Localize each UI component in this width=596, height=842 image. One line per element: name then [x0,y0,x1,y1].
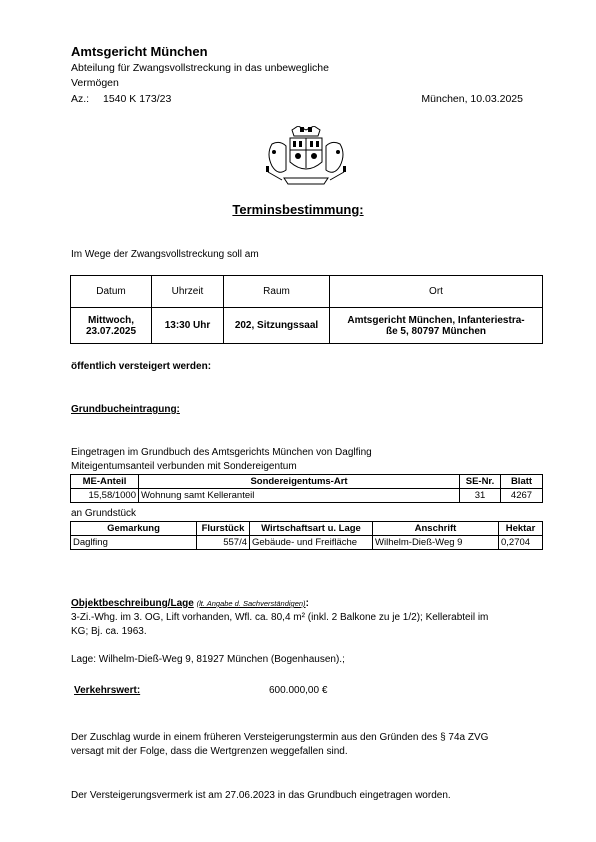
col-header-wirtschaftsart: Wirtschaftsart u. Lage [250,522,373,536]
objekt-note: (lt. Angabe d. Sachverständigen) [196,599,306,608]
col-header-se-art: Sondereigentums-Art [139,475,460,489]
cell-wirtschaftsart: Gebäude- und Freifläche [250,536,373,550]
col-header-gemarkung: Gemarkung [71,522,197,536]
grundbuch-line-2: Miteigentumsanteil verbunden mit Sondereigentum [71,461,297,472]
ort-line-1: Amtsgericht München, Infanteriestra- [347,314,525,326]
cell-flurstueck: 557/4 [197,536,250,550]
cell-me-anteil: 15,58/1000 [71,489,139,503]
vermerk-text: Der Versteigerungsvermerk ist am 27.06.2023 in das Grundbuch eingetragen worden. [71,790,451,801]
cell-uhrzeit: 13:30 Uhr [152,308,224,344]
grundbuch-heading: Grundbucheintragung: [71,404,180,415]
col-header-uhrzeit: Uhrzeit [152,276,224,308]
cell-se-nr: 31 [460,489,501,503]
col-header-anschrift: Anschrift [373,522,499,536]
versteigert-text: öffentlich versteigert werden: [71,361,212,372]
col-header-blatt: Blatt [501,475,543,489]
grundstueck-table [70,521,543,550]
termin-table [70,275,543,344]
intro-text: Im Wege der Zwangsvollstreckung soll am [71,249,259,260]
col-header-se-nr: SE-Nr. [460,475,501,489]
cell-gemarkung: Daglfing [71,536,197,550]
grundbuch-line-1: Eingetragen im Grundbuch des Amtsgerichts München von Daglfing [71,447,372,458]
cell-blatt: 4267 [501,489,543,503]
zuschlag-line-1: Der Zuschlag wurde in einem früheren Versteigerungstermin aus den Gründen des § 74a ZVG [71,732,489,743]
objekt-line-2: KG; Bj. ca. 1963. [71,626,147,637]
datum-weekday: Mittwoch, [87,314,135,326]
az-label: Az.: [71,93,90,105]
col-header-hektar: Hektar [499,522,543,536]
objekt-heading: Objektbeschreibung/Lage [71,598,194,609]
verkehrswert-value: 600.000,00 € [269,685,328,696]
place-date: München, 10.03.2025 [421,93,523,105]
zuschlag-line-2: versagt mit der Folge, dass die Wertgrenzen weggefallen sind. [71,746,348,757]
col-header-me-anteil: ME-Anteil [71,475,139,489]
objekt-lage: Lage: Wilhelm-Dieß-Weg 9, 81927 München (Bogenhausen).; [71,654,345,665]
objekt-heading-row [71,598,309,609]
coat-of-arms-icon [262,126,350,186]
col-header-flurstueck: Flurstück [197,522,250,536]
ort-line-2: ße 5, 80797 München [385,325,487,337]
me-table [70,474,543,503]
datum-date: 23.07.2025 [85,325,137,337]
cell-se-art: Wohnung samt Kelleranteil [139,489,460,503]
objekt-line-1: 3-Zi.-Whg. im 3. OG, Lift vorhanden, Wfl. ca. 80,4 m² (inkl. 2 Balkone zu je 1/2); Kellerabteil im [71,612,489,623]
objekt-colon: : [305,598,309,609]
az-value: 1540 K 173/23 [103,93,172,105]
department-line-1: Abteilung für Zwangsvollstreckung in das unbewegliche [71,62,329,74]
court-name: Amtsgericht München [71,44,208,59]
col-header-datum: Datum [71,276,152,308]
cell-anschrift: Wilhelm-Dieß-Weg 9 [373,536,499,550]
verkehrswert-label: Verkehrswert: [74,685,141,696]
document-title: Terminsbestimmung: [232,202,364,217]
cell-datum [71,308,152,344]
col-header-raum: Raum [224,276,330,308]
cell-ort [330,308,543,344]
col-header-ort: Ort [330,276,543,308]
cell-hektar: 0,2704 [499,536,543,550]
cell-raum: 202, Sitzungssaal [224,308,330,344]
department-line-2: Vermögen [71,77,119,89]
an-grundstueck-text: an Grundstück [71,508,137,519]
